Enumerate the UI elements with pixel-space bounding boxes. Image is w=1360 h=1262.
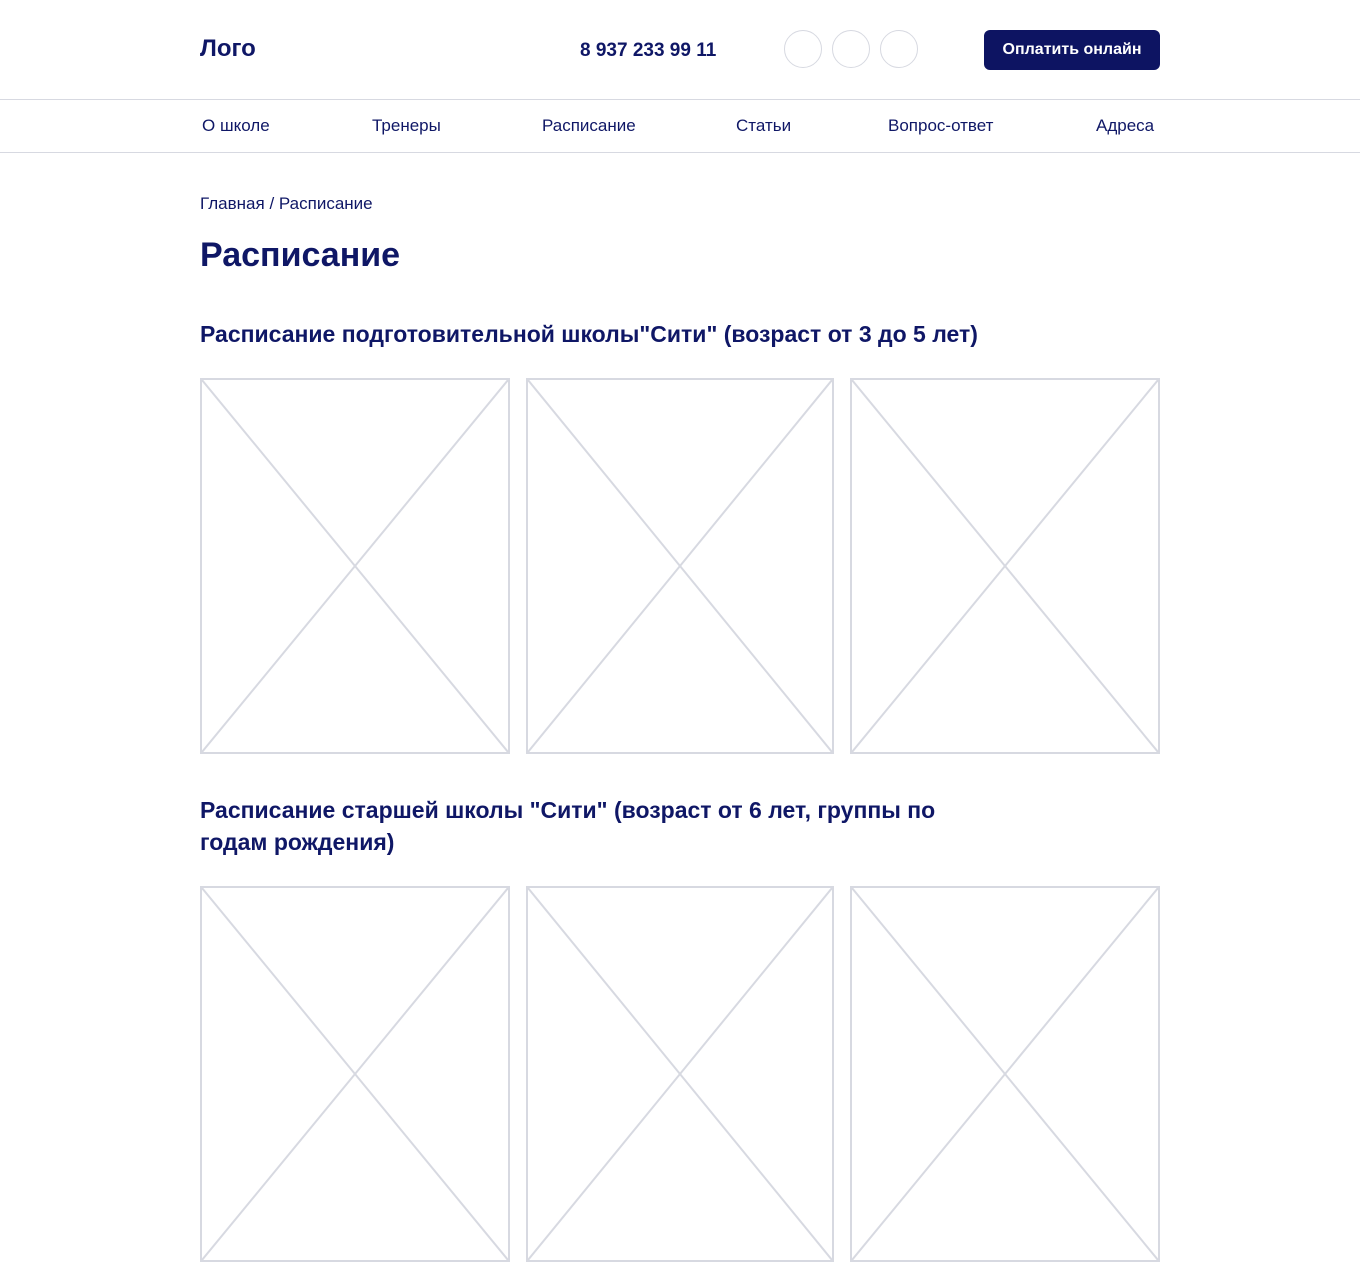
- nav-item-trainers[interactable]: Тренеры: [372, 116, 441, 135]
- nav-item-schedule[interactable]: Расписание: [542, 116, 636, 135]
- image-placeholder-icon: [202, 380, 508, 752]
- section-title-senior: Расписание старшей школы "Сити" (возраст от 6 лет, группы по годам рождения): [200, 797, 936, 855]
- social-circle-icon[interactable]: [784, 30, 822, 68]
- image-placeholder: [526, 886, 834, 1262]
- image-placeholder-icon: [852, 888, 1158, 1260]
- image-placeholder: [200, 378, 510, 754]
- breadcrumb-separator: /: [264, 194, 279, 213]
- breadcrumb-current: Расписание: [278, 194, 373, 213]
- image-placeholder-icon: [528, 380, 832, 752]
- breadcrumb: [200, 194, 373, 214]
- nav-item-faq[interactable]: Вопрос-ответ: [888, 116, 994, 135]
- nav-item-about[interactable]: О школе: [202, 116, 270, 135]
- image-placeholder: [200, 886, 510, 1262]
- phone-number[interactable]: 8 937 233 99 11: [580, 40, 717, 61]
- main-nav: [0, 100, 1360, 153]
- image-placeholder-icon: [202, 888, 508, 1260]
- logo[interactable]: Лого: [200, 35, 256, 62]
- pay-online-button[interactable]: Оплатить онлайн: [984, 30, 1160, 70]
- section-title-preparatory: Расписание подготовительной школы"Сити" (возраст от 3 до 5 лет): [200, 321, 978, 347]
- social-circle-icon[interactable]: [832, 30, 870, 68]
- image-placeholder: [850, 378, 1160, 754]
- site-header: [0, 0, 1360, 100]
- breadcrumb-home-link[interactable]: Главная: [200, 194, 265, 213]
- social-circle-icon[interactable]: [880, 30, 918, 68]
- nav-item-addresses[interactable]: Адреса: [1096, 116, 1155, 135]
- nav-item-articles[interactable]: Статьи: [736, 116, 792, 135]
- image-placeholder: [850, 886, 1160, 1262]
- image-placeholder-icon: [528, 888, 832, 1260]
- image-placeholder-icon: [852, 380, 1158, 752]
- page-title: Расписание: [200, 236, 401, 274]
- image-placeholder: [526, 378, 834, 754]
